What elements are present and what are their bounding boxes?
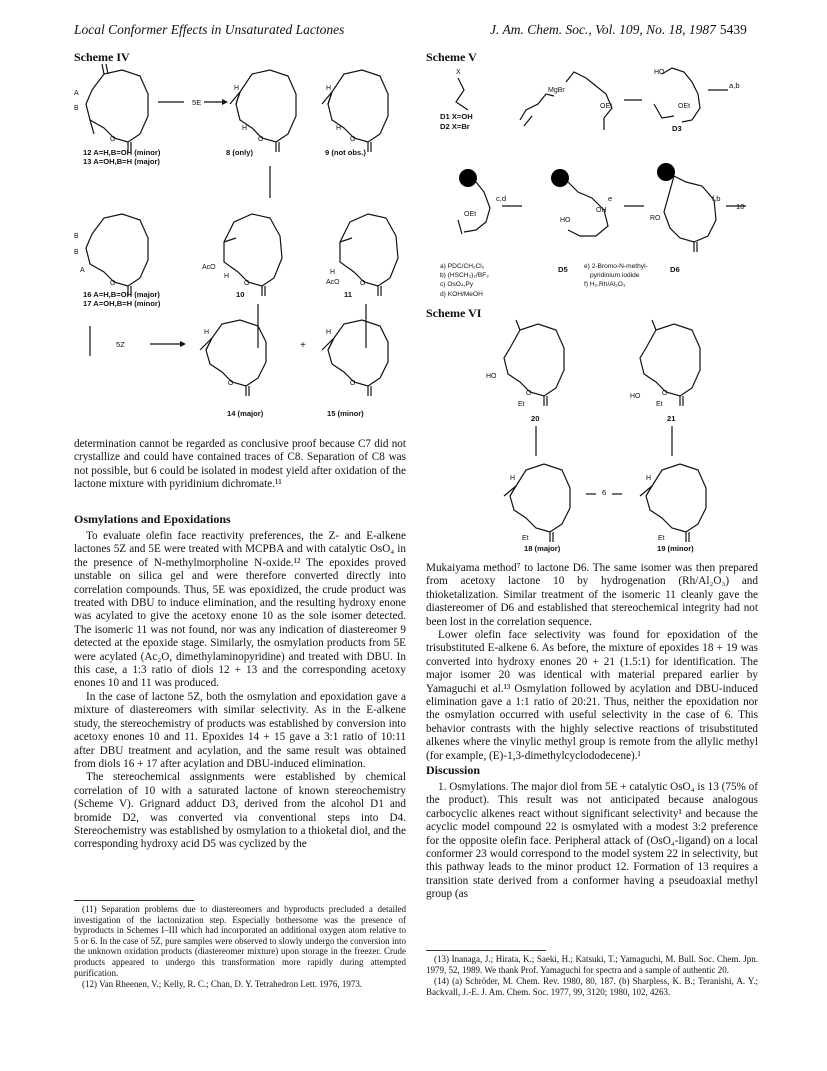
scheme-vi-structures <box>480 318 740 548</box>
label-d1: D1 X=OH <box>440 112 473 121</box>
label-d2: D2 X=Br <box>440 122 470 131</box>
footnotes-left <box>74 904 406 991</box>
scheme-v-title: Scheme V <box>426 50 477 64</box>
label-19: 19 (minor) <box>657 544 694 553</box>
label-15: 15 (minor) <box>327 409 364 418</box>
arrow-label-5e: 5E <box>192 98 202 107</box>
footnote-13: (13) Inanaga, J.; Hirata, K.; Saeki, H.; Katsuki, T.; Yamaguchi, M. Bull. Soc. Chem. Jpn. 1979, 52, 1989. We thank Prof. Yamaguchi for spectra and a sample of authentic 20. <box>426 954 758 975</box>
arrow-label-cd: c,d <box>496 194 507 203</box>
thioketal-ester <box>458 169 490 234</box>
left-column-body <box>74 438 406 492</box>
label-b: B <box>74 105 79 112</box>
label-16: 16 A=H,B=OH (major) <box>83 290 160 299</box>
scheme-iv-title: Scheme IV <box>74 50 130 64</box>
footnote-12: (12) Van Rheenen, V.; Kelly, R. C.; Chan, D. Y. Tetrahedron Lett. 1976, 1973. <box>82 979 363 990</box>
et-group: Et <box>522 535 529 542</box>
epoxide-ring-14 <box>200 320 266 396</box>
ho-group: HO <box>630 393 641 400</box>
section-heading: Osmylations and Epoxidations <box>74 512 231 526</box>
epoxide-ring-18 <box>504 464 570 542</box>
arrow-label-ab: a,b <box>729 81 740 90</box>
scheme-vi-title: Scheme VI <box>426 306 482 320</box>
lactone-ring-12-13 <box>74 64 148 152</box>
arrow-label-fb: f,b <box>712 194 721 203</box>
ho-group: HO <box>654 69 665 76</box>
x-group: X <box>456 69 461 76</box>
footnote-rule <box>426 950 546 951</box>
oet-group: OEt <box>678 103 691 110</box>
enone-ring-10 <box>202 214 282 296</box>
paragraph: 1. Osmylations. The major diol from 5E + catalytic OsO₄ is 13 (75% of the product). This result was not anticipated because analogous carbocyclic alkenes react without significant selectivity¹ and because the acyclic model compound 22 is osmylated with a modest 3:2 preference for the opposite olefin face. Peripheral attack of (OsO₄-ligand) on a local conformer 23 would correspond to the model system 22 in selectivity, but this pathway leads to the minor product 12. Formation of 13 requires a transition state derived from a conformer having a pseudoaxial methyl group (as <box>426 781 758 901</box>
epoxide-ring-9 <box>322 70 388 152</box>
ro-group: RO <box>650 215 661 222</box>
label-17: 17 A=OH,B=H (minor) <box>83 299 161 308</box>
oet-group: OEt <box>464 211 477 218</box>
reagent-a: a) PDC/CH₂Cl₂ <box>440 263 485 270</box>
plus-sign: + <box>300 340 306 351</box>
right-column-body <box>426 562 758 763</box>
d1-d2-structure <box>456 69 468 110</box>
d5-structure <box>551 169 608 236</box>
ring-oxygen: O <box>662 390 668 397</box>
ring-oxygen: O <box>350 380 356 387</box>
paragraph: Lower olefin face selectivity was found for epoxidation of the trisubstituted E-alkene 6. As before, the mixture of epoxides 18 + 19 was converted into hydroxy enones 20 + 21 (1.5:1) for identification. The major isomer 20 was identical with material prepared earlier by Yamaguchi et al.¹³ Osmylation followed by acylation and DBU-induced elimination gave a 1:1 ratio of 20:21. Thus, neither the epoxidation nor the osmylation occurred with useful selectivity in the case of 6. This behavior contrasts with the highly selective reactions of trisubstituted alkenes where the vinylic methyl group is remote from the allylic methyl (for example, (E)-1,3-dimethylcyclododecene).¹ <box>426 629 758 762</box>
label-a: A <box>80 267 85 274</box>
footnote-14: (14) (a) Schröder, M. Chem. Rev. 1980, 80, 187. (b) Sharpless, K. B.; Teranishi, A. Y.; Backvall, J.-E. J. Am. Chem. Soc. 1977, 99, 3120; 1980, 102, 4263. <box>426 976 758 997</box>
oh-group: OH <box>596 207 607 214</box>
ring-oxygen: O <box>244 280 250 287</box>
label-20: 20 <box>531 414 540 423</box>
reagent-c: c) OsO₄,Py <box>440 281 474 289</box>
footnote-11: (11) Separation problems due to diastereomers and byproducts precluded a detailed investigation of the lactonization step. Especially bothersome was the presence of byproducts in Schemes I–III which had incorporated an additional oxygen atom relative to 5 or 6. In the case of 5Z, pure samples were observed to slowly undergo the conversion into the unknown oxidation products (diastereomer mixture) upon storage in the freezer. Crude products appeared to undergo this transformation more rapidly during attempted purification. <box>74 904 406 978</box>
label-18: 18 (major) <box>524 544 561 553</box>
right-column-body-2 <box>426 781 758 902</box>
paragraph: Mukaiyama method⁷ to lactone D6. The same isomer was then prepared from acetoxy lactone 10 by hydrogenation (Rh/Al₂O₃) and thioketalization. Similar treatment of the isomeric 11 cleanly gave the diastereomer of D6 and established that stereochemical integrity had not been lost in the correlation sequence. <box>426 562 758 628</box>
h-atom: H <box>646 475 652 482</box>
label-21: 21 <box>667 414 676 423</box>
oet-group: OEt <box>600 103 613 110</box>
arrow-label-e: e <box>608 194 613 203</box>
ring-oxygen: O <box>350 136 356 143</box>
label-d6: D6 <box>670 265 680 274</box>
paragraph: determination cannot be regarded as conclusive proof because C7 did not crystallize and could have contained traces of C8. Separation of C8 was not possible, but 6 could be isolated in modest yield after oxidation of the lactone mixture with pyridinium dichromate.¹¹ <box>74 438 406 491</box>
label-14: 14 (major) <box>227 409 264 418</box>
scheme-iv-bottom <box>150 318 450 408</box>
section-heading: Discussion <box>426 763 481 777</box>
journal-name: J. Am. Chem. Soc., Vol. 109, No. 18, 1987 <box>490 22 716 37</box>
h-atom: H <box>326 85 332 92</box>
h-atom: H <box>234 85 240 92</box>
ring-oxygen: O <box>228 380 234 387</box>
lactone-ring-16-17 <box>74 214 148 296</box>
h-atom: H <box>336 125 342 132</box>
label-10: 10 <box>236 290 245 299</box>
h-atom: H <box>510 475 516 482</box>
reagent-e-cont: pyridinium iodide <box>590 272 640 280</box>
ester-structure <box>566 72 612 130</box>
left-column-body-2 <box>74 530 406 852</box>
label-8: 8 (only) <box>226 148 254 157</box>
target-10: 10 <box>736 202 745 211</box>
label-a: A <box>74 90 79 97</box>
epoxide-ring-8 <box>230 70 296 152</box>
reagent-f: f) H₂,Rh/Al₂O₃ <box>584 281 626 289</box>
journal-citation <box>490 22 747 38</box>
reagent-d: d) KOH/MeOH <box>440 290 483 298</box>
reagent-b: b) (HSCH₂)₂/BF₃ <box>440 272 489 280</box>
page-number: 5439 <box>719 22 747 37</box>
aco-group: AcO <box>326 279 340 286</box>
ho-group: HO <box>486 373 497 380</box>
epoxide-ring-19 <box>640 464 706 542</box>
enone-ring-11 <box>326 214 398 296</box>
label-12-a: 12 A=H,B=OH (minor) <box>83 148 161 157</box>
reagent-list-right <box>584 262 648 290</box>
d3-structure <box>654 68 700 122</box>
ring-oxygen: O <box>110 136 116 143</box>
h-atom: H <box>326 329 332 336</box>
label-13-b: 13 A=OH,B=H (major) <box>83 157 160 166</box>
ring-oxygen: O <box>526 390 532 397</box>
et-group: Et <box>518 401 525 408</box>
enone-ring-21 <box>630 320 700 408</box>
label-d3: D3 <box>672 124 682 133</box>
et-group: Et <box>656 401 663 408</box>
paragraph: In the case of lactone 5Z, both the osmylation and epoxidation gave a mixture of diastereomers with similar selectivity. As in the E-alkene study, the stereochemistry of products was established by conversion into acetoxy enones 10 and 11. Epoxides 14 + 15 gave a 3:1 ratio of 10:11 after DBU treatment and acylation, and the same result was obtained from diols 16 + 17 after acylation and DBU-induced elimination. <box>74 690 406 770</box>
paragraph: The stereochemical assignments were established by chemical correlation of 10 with a saturated lactone of known stereochemistry (Scheme V). Grignard adduct D3, derived from the alcohol D1 and bromide D2, was converted via conventional steps into D4. Stereochemistry was established by osmylation to a thioketal diol, and the corresponding hydroxy acid D5 was cyclized by the <box>74 771 406 851</box>
ring-oxygen: O <box>360 280 366 287</box>
reagent-list-left <box>440 262 489 299</box>
epoxide-ring-15 <box>322 320 388 396</box>
d6-structure <box>650 163 716 252</box>
footnote-rule <box>74 900 194 901</box>
paragraph: To evaluate olefin face reactivity preferences, the Z- and E-alkene lactones 5Z and 5E were treated with MCPBA and with catalytic OsO₄ in the presence of N-methylmorpholine N-oxide.¹² The epoxides proved unstable on silica gel and were therefore converted directly into correlation compounds. Thus, 5E was epoxidized, the crude product was treated with DBU to induce elimination, and the resulting hydroxy enone was acylated to give the acetoxy enone 10 as the sole isomer detected. The isomeric 11 was not found, nor was any indication of diastereomer 9 detected at the epoxide stage. Similarly, the osmylation products from 5E were acylated (Ac₂O, dimethylaminopyridine) and treated with DBU. In this case, a 1:3 ratio of diols 12 + 13 and the corresponding acetoxy enones 10 and 11 was produced. <box>74 530 406 690</box>
ho-group: HO <box>560 217 571 224</box>
label-9: 9 (not obs.) <box>325 148 366 157</box>
footnotes-right <box>426 954 758 998</box>
enone-ring-20 <box>486 320 564 408</box>
ring-oxygen: O <box>258 136 264 143</box>
mgbr-group: MgBr <box>548 87 565 94</box>
running-title: Local Conformer Effects in Unsaturated Lactones <box>74 22 345 37</box>
label-5z: 5Z <box>116 340 125 349</box>
ring-oxygen: O <box>110 280 116 287</box>
label-b: B <box>74 233 79 240</box>
reagent-e: e) 2-Bromo-N-methyl- <box>584 263 648 270</box>
arrow-label-6: 6 <box>602 488 607 497</box>
aco-group: AcO <box>202 264 216 271</box>
et-group: Et <box>658 535 665 542</box>
h-atom: H <box>224 273 230 280</box>
h-atom: H <box>330 269 336 276</box>
label-11: 11 <box>344 290 353 299</box>
scheme-v-structures <box>428 60 758 260</box>
h-atom: H <box>242 125 248 132</box>
grignard-structure <box>520 87 565 126</box>
h-atom: H <box>204 329 210 336</box>
label-b: B <box>74 249 79 256</box>
label-d5: D5 <box>558 265 568 274</box>
